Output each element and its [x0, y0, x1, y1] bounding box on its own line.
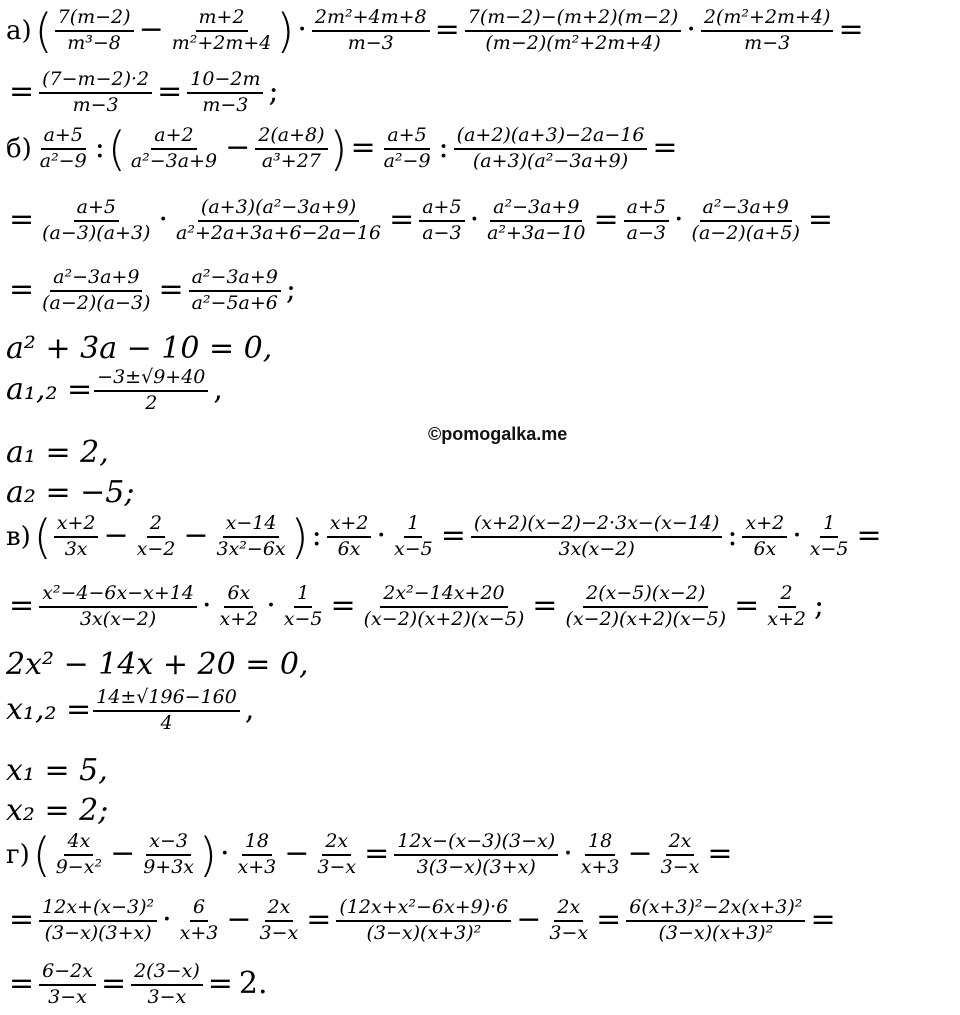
equals-sign: =	[532, 587, 558, 623]
denominator: 3−x	[259, 921, 299, 944]
denominator: x+3	[179, 921, 219, 944]
equals-sign: =	[9, 73, 35, 109]
fraction	[257, 898, 302, 944]
fraction	[471, 514, 723, 560]
equals-sign: =	[810, 901, 836, 937]
fraction	[624, 198, 669, 244]
numerator: x−14	[223, 514, 280, 538]
numerator: 6x	[224, 584, 253, 608]
denominator: m−3	[202, 93, 249, 116]
fraction	[213, 514, 288, 560]
denominator: 9+3x	[143, 856, 195, 878]
numerator: 2x²−14x+20	[380, 584, 507, 608]
paren-open: (	[107, 122, 126, 176]
fraction	[764, 584, 809, 630]
minus-sign: −	[183, 518, 209, 553]
fraction	[327, 514, 372, 560]
fraction	[419, 198, 464, 244]
numerator: 2(a+8)	[255, 126, 327, 150]
numerator: 2x	[322, 832, 351, 856]
denominator: 3−x	[549, 921, 589, 944]
denominator: a²−5a+6	[191, 291, 278, 314]
denominator: x+3	[237, 856, 277, 878]
numerator: 2	[778, 584, 796, 608]
final-result: 2.	[238, 965, 268, 1001]
fraction	[465, 8, 682, 54]
denominator: a−3	[422, 221, 462, 244]
part-b-roots-formula	[6, 368, 226, 414]
dot-sign: ·	[219, 836, 230, 871]
part-g-line-3	[6, 962, 271, 1008]
paren-close: )	[276, 4, 295, 58]
numerator: 6(x+3)²−2x(x+3)²	[626, 898, 805, 922]
minus-sign: −	[138, 12, 164, 47]
numerator: 18	[585, 832, 615, 856]
part-v-line-1	[6, 510, 885, 564]
numerator: (7−m−2)·2	[39, 70, 152, 94]
fraction	[281, 584, 326, 630]
denominator: 3−x	[317, 856, 357, 878]
numerator: 2x	[265, 898, 294, 922]
numerator: a+2	[151, 126, 196, 150]
fraction	[131, 962, 203, 1008]
part-b-equation: a² + 3a − 10 = 0,	[6, 331, 273, 366]
dot-sign: ·	[469, 201, 480, 237]
numerator: 1	[294, 584, 312, 608]
part-v-root-1: x₁ = 5,	[6, 753, 108, 788]
numerator: 6−2x	[39, 962, 96, 986]
denominator: 3x(x−2)	[79, 607, 157, 630]
colon-sign: :	[727, 518, 738, 553]
fraction	[742, 514, 787, 560]
dot-sign: ·	[201, 587, 212, 623]
fraction	[39, 962, 96, 1008]
fraction	[128, 126, 220, 172]
part-a-label: а)	[6, 16, 32, 46]
part-b-root-2: a₂ = −5;	[6, 475, 135, 510]
fraction	[626, 898, 805, 944]
numerator: a+5	[624, 198, 669, 222]
equals-sign: =	[440, 518, 466, 553]
denominator: a³+27	[261, 150, 321, 172]
denominator: x−2	[136, 538, 176, 560]
equals-sign: =	[9, 271, 35, 307]
numerator: a²−3a+9	[490, 198, 582, 222]
part-b-line-2	[6, 198, 836, 244]
fraction	[394, 832, 558, 878]
fraction	[55, 8, 134, 54]
denominator: 3x²−6x	[216, 538, 286, 560]
numerator: 2(m²+2m+4)	[701, 8, 834, 32]
fraction	[39, 268, 153, 314]
denominator: 3x	[64, 538, 88, 560]
denominator: x−5	[283, 607, 323, 630]
denominator: a−3	[626, 221, 666, 244]
dot-sign: ·	[563, 836, 573, 871]
fraction	[361, 584, 528, 630]
denominator: m−3	[72, 93, 119, 116]
semicolon: ;	[268, 73, 279, 109]
equals-sign: =	[330, 587, 356, 623]
fraction	[562, 584, 729, 630]
equals-sign: =	[364, 836, 390, 871]
comma: ,	[244, 691, 255, 727]
dot-sign: ·	[266, 587, 276, 623]
part-v-equation: 2x² − 14x + 20 = 0,	[6, 647, 309, 682]
part-g-line-1	[6, 828, 735, 882]
equals-sign: =	[100, 965, 127, 1001]
equals-sign: =	[9, 901, 35, 937]
part-v-root-2: x₂ = 2;	[6, 793, 109, 828]
fraction	[484, 198, 588, 244]
denominator: (3−x)(x+3)²	[658, 921, 774, 944]
numerator: x−3	[146, 832, 191, 856]
fraction	[39, 70, 152, 116]
denominator: (m−2)(m²+2m+4)	[485, 32, 661, 54]
paren-open: (	[32, 828, 51, 882]
dot-sign: ·	[297, 12, 307, 47]
equals-sign: =	[158, 271, 184, 307]
equals-sign: =	[593, 201, 619, 237]
numerator: a+5	[41, 126, 86, 150]
paren-close: )	[329, 122, 348, 176]
equals-sign: =	[9, 587, 35, 623]
numerator: 4x	[64, 832, 93, 856]
denominator: x+2	[767, 607, 806, 630]
equals-sign: =	[306, 901, 332, 937]
fraction	[169, 8, 275, 54]
dot-sign: ·	[686, 12, 696, 47]
denominator: 3−x	[660, 856, 700, 878]
denominator: (a−3)(a+3)	[42, 221, 151, 244]
denominator: 2	[145, 391, 158, 414]
dot-sign: ·	[158, 201, 169, 237]
minus-sign: −	[110, 836, 136, 871]
denominator: (a+3)(a²−3a+9)	[472, 150, 629, 172]
denominator: (3−x)(x+3)²	[366, 921, 482, 944]
dot-sign: ·	[376, 518, 386, 553]
equals-sign: =	[807, 201, 833, 237]
numerator: −3±√9+40	[94, 368, 208, 392]
denominator: (x−2)(x+2)(x−5)	[565, 607, 727, 630]
denominator: 3(3−x)(3+x)	[416, 856, 536, 878]
part-b-line-3	[6, 268, 299, 314]
part-v-roots-formula	[6, 688, 257, 734]
paren-open: (	[33, 510, 52, 564]
numerator: 6	[190, 898, 208, 922]
fraction	[701, 8, 834, 54]
numerator: a+5	[419, 198, 464, 222]
part-v-label: в)	[6, 522, 31, 552]
fraction	[391, 514, 436, 560]
equals-sign: =	[434, 12, 460, 47]
fraction	[578, 832, 623, 878]
denominator: a²−3a+9	[130, 150, 218, 172]
numerator: (12x+x²−6x+9)·6	[336, 898, 511, 922]
numerator: 1	[820, 514, 838, 538]
denominator: 3−x	[48, 985, 87, 1008]
numerator: 2x	[666, 832, 695, 856]
numerator: 1	[404, 514, 422, 538]
fraction	[546, 898, 591, 944]
part-g-label: г)	[6, 840, 30, 870]
equals-sign: =	[9, 965, 35, 1001]
numerator: a+5	[74, 198, 119, 222]
fraction	[216, 584, 261, 630]
numerator: x²−4−6x−x+14	[39, 584, 197, 608]
denominator: 3x(x−2)	[558, 538, 635, 560]
numerator: a²−3a+9	[189, 268, 281, 292]
equals-sign: =	[350, 130, 376, 165]
denominator: a²−9	[39, 150, 87, 172]
fraction	[173, 198, 384, 244]
numerator: 10−2m	[187, 70, 263, 94]
part-a-line-1	[6, 4, 867, 58]
equals-sign: =	[652, 130, 678, 165]
numerator: 2(3−x)	[131, 962, 203, 986]
numerator: a²−3a+9	[700, 198, 792, 222]
denominator: m−3	[744, 32, 791, 54]
fraction	[336, 898, 511, 944]
denominator: 6x	[337, 538, 361, 560]
watermark: ©pomogalka.me	[428, 424, 568, 444]
numerator: (x+2)(x−2)−2·3x−(x−14)	[471, 514, 723, 538]
equals-sign: =	[838, 12, 864, 47]
paren-close: )	[290, 510, 309, 564]
part-b-label: б)	[6, 134, 32, 164]
roots-lhs: a₁,₂ =	[6, 371, 93, 407]
numerator: 12x+(x−3)²	[39, 898, 157, 922]
denominator: m³−8	[67, 32, 121, 54]
numerator: 18	[242, 832, 272, 856]
fraction	[689, 198, 803, 244]
fraction	[255, 126, 327, 172]
numerator: 7(m−2)	[55, 8, 134, 32]
part-b-root-1: a₁ = 2,	[6, 435, 109, 470]
denominator: a²−9	[383, 150, 431, 172]
minus-sign: −	[103, 518, 129, 553]
denominator: (a−2)(a+5)	[691, 221, 800, 244]
numerator: x+2	[742, 514, 787, 538]
denominator: (3−x)(3+x)	[44, 921, 152, 944]
denominator: m−3	[347, 32, 394, 54]
denominator: x+2	[219, 607, 259, 630]
equals-sign: =	[856, 518, 882, 553]
fraction	[94, 368, 208, 414]
part-b-line-1	[6, 122, 681, 176]
dot-sign: ·	[162, 901, 172, 937]
equals-sign: =	[9, 201, 35, 237]
fraction	[807, 514, 852, 560]
fraction	[39, 584, 197, 630]
numerator: 2	[147, 514, 165, 538]
equals-sign: =	[207, 965, 233, 1001]
fraction	[658, 832, 703, 878]
equals-sign: =	[734, 587, 760, 623]
numerator: 12x−(x−3)(3−x)	[394, 832, 558, 856]
minus-sign: −	[284, 836, 310, 871]
fraction	[53, 832, 105, 878]
minus-sign: −	[516, 901, 542, 937]
denominator: a²+2a+3a+6−2a−16	[176, 221, 382, 244]
fraction	[39, 898, 157, 944]
fraction	[312, 8, 430, 54]
part-v-line-2	[6, 584, 827, 630]
numerator: 2(x−5)(x−2)	[583, 584, 708, 608]
equals-sign: =	[596, 901, 622, 937]
denominator: x−5	[809, 538, 849, 560]
paren-open: (	[34, 4, 53, 58]
fraction	[187, 70, 263, 116]
numerator: a²−3a+9	[50, 268, 142, 292]
numerator: x+2	[54, 514, 99, 538]
dot-sign: ·	[673, 201, 684, 237]
fraction	[454, 126, 648, 172]
minus-sign: −	[226, 901, 252, 937]
colon-sign: :	[94, 130, 105, 165]
numerator: 7(m−2)−(m+2)(m−2)	[465, 8, 682, 32]
fraction	[39, 198, 153, 244]
minus-sign: −	[627, 836, 653, 871]
roots-lhs: x₁,₂ =	[6, 691, 92, 727]
colon-sign: :	[438, 130, 449, 165]
numerator: (a+2)(a+3)−2a−16	[454, 126, 648, 150]
semicolon: ;	[285, 271, 297, 307]
fraction	[93, 688, 240, 734]
dot-sign: ·	[792, 518, 802, 553]
fraction	[140, 832, 197, 878]
denominator: 3−x	[147, 985, 187, 1008]
fraction	[381, 126, 434, 172]
paren-close: )	[199, 828, 217, 882]
equals-sign: =	[707, 836, 733, 871]
numerator: (a+3)(a²−3a+9)	[198, 198, 359, 222]
denominator: x−5	[393, 538, 433, 560]
equals-sign: =	[389, 201, 415, 237]
comma: ,	[213, 371, 223, 407]
semicolon: ;	[813, 587, 825, 623]
denominator: 6x	[753, 538, 777, 560]
fraction	[37, 126, 90, 172]
denominator: 4	[160, 711, 173, 734]
fraction	[314, 832, 359, 878]
fraction	[177, 898, 222, 944]
numerator: m+2	[196, 8, 248, 32]
denominator: (a−2)(a−3)	[42, 291, 151, 314]
numerator: 2m²+4m+8	[312, 8, 430, 32]
colon-sign: :	[311, 518, 322, 553]
numerator: 2x	[554, 898, 583, 922]
denominator: x+3	[580, 856, 620, 878]
minus-sign: −	[225, 130, 251, 165]
denominator: a²+3a−10	[487, 221, 586, 244]
fraction	[134, 514, 179, 560]
numerator: 14±√196−160	[93, 688, 240, 712]
fraction	[235, 832, 280, 878]
numerator: a+5	[384, 126, 429, 150]
equals-sign: =	[157, 73, 183, 109]
part-a-line-2	[6, 70, 282, 116]
fraction	[189, 268, 281, 314]
denominator: (x−2)(x+2)(x−5)	[363, 607, 525, 630]
fraction	[54, 514, 99, 560]
denominator: m²+2m+4	[171, 32, 272, 54]
numerator: x+2	[327, 514, 372, 538]
denominator: 9−x²	[55, 856, 103, 878]
part-g-line-2	[6, 898, 839, 944]
